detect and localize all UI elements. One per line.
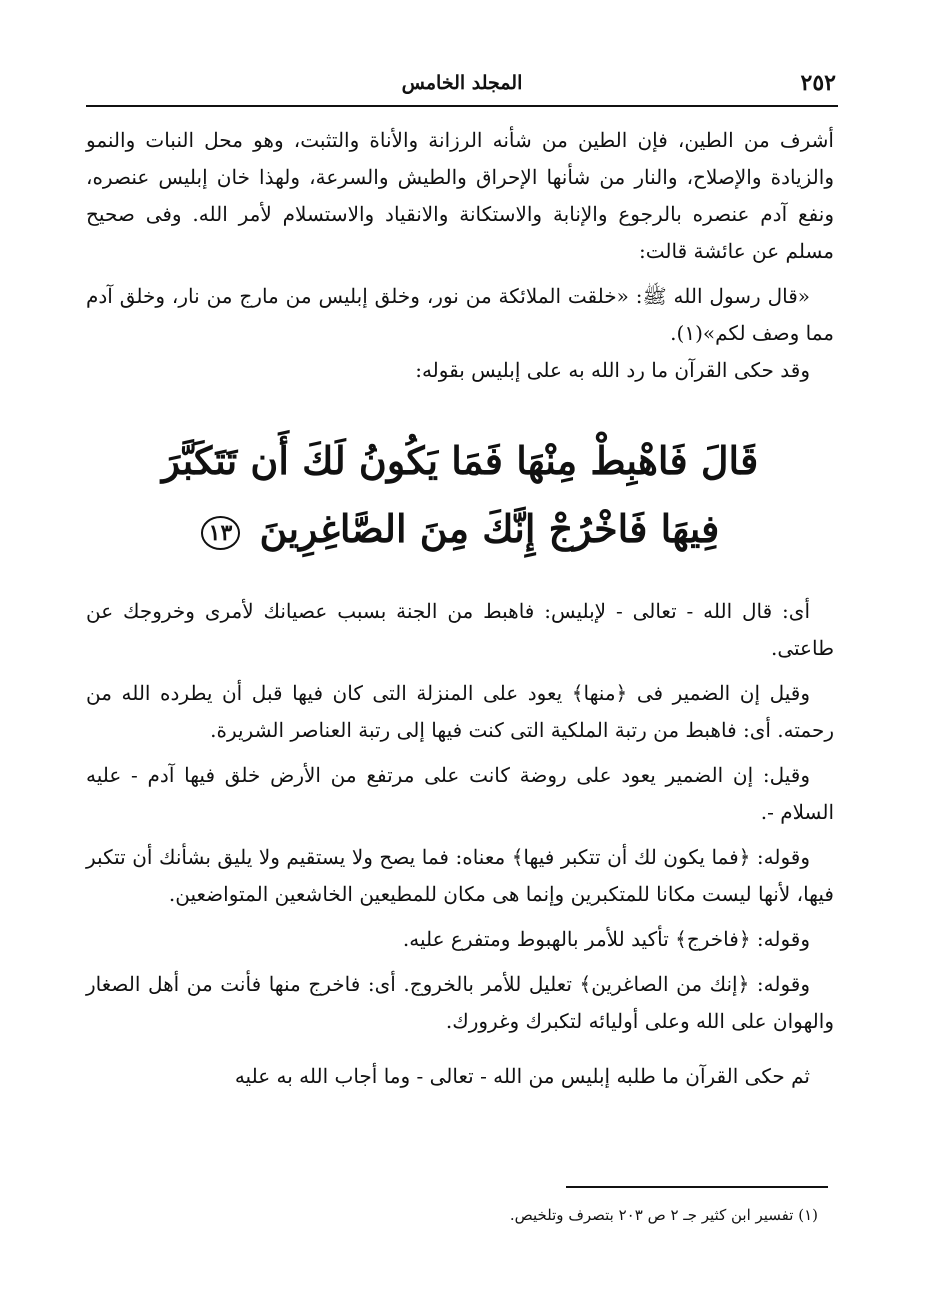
paragraph-9: وقوله: ﴿إنك من الصاغرين﴾ تعليل للأمر بالخروج. أى: فاخرج منها فأنت من أهل الصغار والهوان على الله وعلى أوليائه لتكبرك وغرورك.: [86, 972, 834, 1033]
verse-line-2: [86, 495, 834, 563]
hadith-paragraph: «قال رسول الله ﷺ: «خلقت الملائكة من نور، وخلق إبليس من مارج من نار، وخلق آدم مما وصف لكم»(١).: [86, 284, 834, 345]
main-text: [86, 122, 834, 1095]
paragraph-6: وقيل: إن الضمير يعود على روضة كانت على مرتفع من الأرض خلق فيها آدم - عليه السلام -.: [86, 763, 834, 824]
paragraph-7: وقوله: ﴿فما يكون لك أن تتكبر فيها﴾ معناه: فما يصح ولا يستقيم ولا يليق بشأنك أن تتكبر فيها، لأنها ليست مكانا للمتكبرين وإنما هى مكان للمطيعين الخاشعين المتواضعين.: [86, 845, 834, 906]
paragraph-3: وقد حكى القرآن ما رد الله به على إبليس بقوله:: [415, 358, 810, 382]
verse-line-2-text: فِيهَا فَاخْرُجْ إِنَّكَ مِنَ الصَّاغِرِينَ: [259, 506, 720, 551]
paragraph-4: أى: قال الله - تعالى - لإبليس: فاهبط من الجنة بسبب عصيانك لأمرى وخروجك عن طاعتى.: [86, 599, 834, 660]
page-header: [88, 66, 836, 100]
page-number: ٢٥٢: [800, 70, 836, 96]
paragraph-5: وقيل إن الضمير فى ﴿منها﴾ يعود على المنزلة التى كان فيها قبل أن يطرده الله من رحمته. أى: فاهبط من رتبة الملكية التى كنت فيها إلى رتبة العناصر الشريرة.: [86, 681, 834, 742]
quran-verse: [86, 427, 834, 563]
footnote-rule: [566, 1186, 828, 1188]
footnote: (١) تفسير ابن كثير جـ ٢ ص ٢٠٣ بتصرف وتلخيص.: [509, 1206, 818, 1224]
verse-number-badge: ١٣: [201, 516, 241, 550]
running-head: المجلد الخامس: [401, 72, 523, 94]
paragraph-8: وقوله: ﴿فاخرج﴾ تأكيد للأمر بالهبوط ومتفرع عليه.: [402, 927, 810, 951]
paragraph-1: أشرف من الطين، فإن الطين من شأنه الرزانة والأناة والتثبت، وهو محل النبات والنمو والزيادة والإصلاح، والنار من شأنها الإحراق والطيش والسرعة، ولهذا خان إبليس عنصره، ونفع آدم عنصره بالرجوع والإنابة والاستكانة والانقياد والاستسلام لأمر الله. وفى صحيح مسلم عن عائشة قالت:: [86, 128, 834, 263]
header-rule: [86, 105, 838, 107]
verse-line-1: قَالَ فَاهْبِطْ مِنْهَا فَمَا يَكُونُ لَكَ أَن تَتَكَبَّرَ: [161, 438, 759, 483]
paragraph-10: ثم حكى القرآن ما طلبه إبليس من الله - تعالى - وما أجاب الله به عليه: [234, 1064, 810, 1088]
